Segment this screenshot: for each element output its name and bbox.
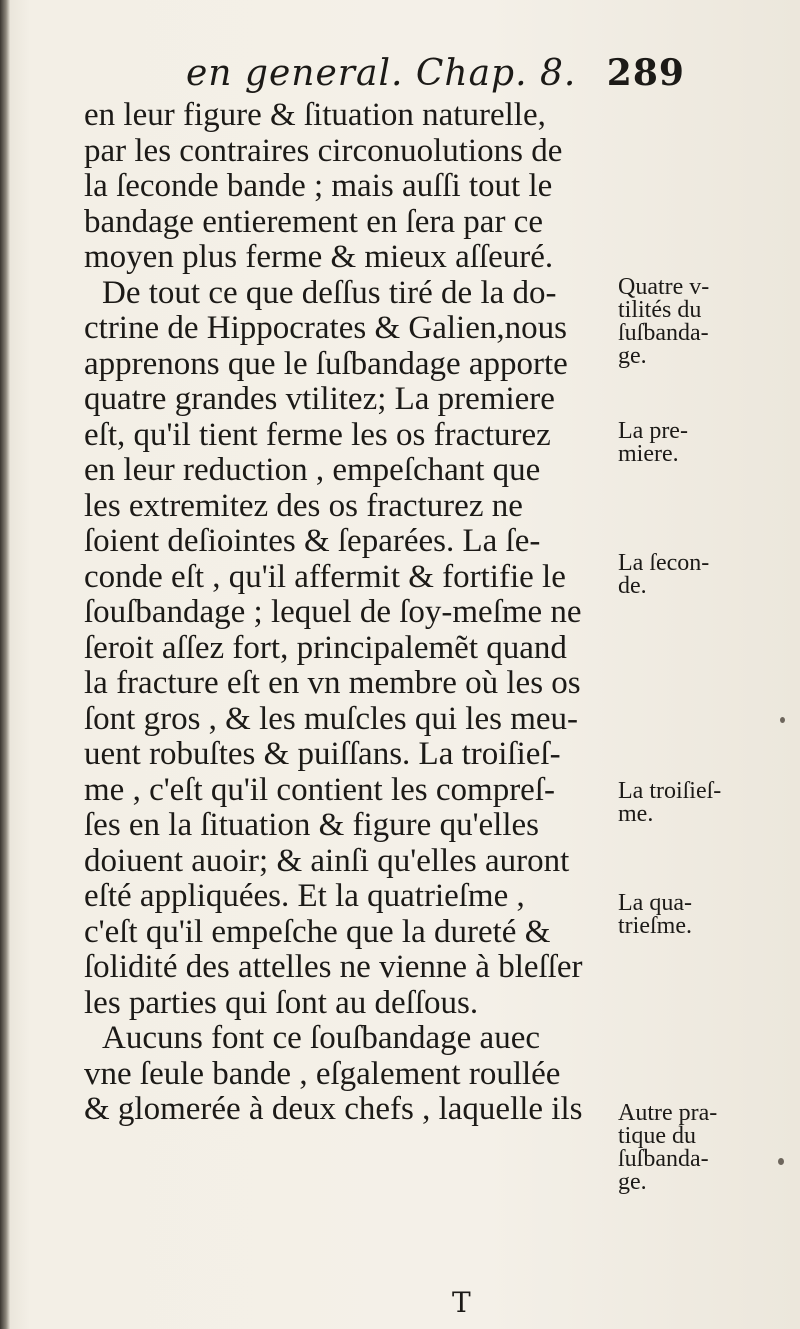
ink-spot bbox=[778, 1158, 784, 1165]
text-line: les extremitez des os fracturez ne bbox=[84, 487, 523, 524]
text-line: en leur figure & ſituation naturelle, bbox=[84, 97, 546, 133]
text-line: ſes en la ſituation & figure qu'elles bbox=[84, 807, 539, 843]
margin-note-line: La qua- bbox=[618, 890, 692, 916]
text-line: bandage entierement en ſera par ce bbox=[84, 203, 543, 240]
margin-note-line: trieſme. bbox=[618, 913, 692, 939]
running-title: en general. Chap. 8. bbox=[186, 53, 577, 94]
text-line: ſoient deſiointes & ſeparées. La ſe- bbox=[84, 523, 541, 559]
text-line: apprenons que le ſuſbandage apporte bbox=[84, 345, 568, 382]
margin-note-second bbox=[618, 552, 788, 598]
text-line: ſouſbandage ; lequel de ſoy-meſme ne bbox=[84, 594, 582, 630]
text-line: me , c'eſt qu'il contient les compreſ- bbox=[84, 771, 555, 808]
margin-note-third bbox=[618, 780, 788, 826]
text-line: ſont gros , & les muſcles qui les meu- bbox=[84, 700, 579, 737]
text-line: les parties qui ſont au deſſous. bbox=[84, 984, 479, 1021]
margin-note-line: ſuſbanda- bbox=[618, 1146, 709, 1172]
page-number: 289 bbox=[606, 52, 685, 94]
text-line: moyen plus ferme & mieux aſſeuré. bbox=[84, 239, 554, 275]
text-line: Aucuns font ce ſouſbandage auec bbox=[102, 1020, 540, 1056]
margin-note-fourth bbox=[618, 892, 788, 938]
margin-note-line: Quatre v- bbox=[618, 274, 710, 300]
text-line: par les contraires circonuolutions de bbox=[84, 132, 563, 169]
text-line: la ſeconde bande ; mais auſſi tout le bbox=[84, 168, 553, 204]
margin-note-line: Autre pra- bbox=[618, 1100, 718, 1126]
margin-note-line: miere. bbox=[618, 441, 679, 467]
margin-note-line: ſuſbanda- bbox=[618, 320, 709, 346]
signature-mark: T bbox=[452, 1286, 471, 1319]
text-line: quatre grandes vtilitez; La premiere bbox=[84, 381, 555, 417]
margin-note-line: La troiſieſ- bbox=[618, 778, 722, 804]
margin-note-first bbox=[618, 420, 788, 466]
page-binding-edge bbox=[0, 0, 10, 1329]
margin-note-line: me. bbox=[618, 801, 654, 827]
text-line: & glomerée à deux chefs , laquelle ils bbox=[84, 1091, 583, 1127]
text-line: en leur reduction , empeſchant que bbox=[84, 452, 541, 488]
margin-note-line: ge. bbox=[618, 1169, 647, 1195]
text-line: ſolidité des attelles ne vienne à bleſſer bbox=[84, 949, 583, 985]
margin-note-other-practice bbox=[618, 1102, 788, 1194]
text-line: De tout ce que deſſus tiré de la do- bbox=[102, 274, 557, 311]
text-line: ſeroit aſſez fort, principalemẽt quand bbox=[84, 629, 567, 666]
main-text-column bbox=[84, 98, 614, 1128]
text-line: ctrine de Hippocrates & Galien,nous bbox=[84, 310, 567, 346]
text-line: conde eſt , qu'il affermit & fortifie le bbox=[84, 558, 566, 595]
margin-note-utilities bbox=[618, 276, 788, 368]
margin-note-line: La ſecon- bbox=[618, 550, 710, 576]
margin-note-line: de. bbox=[618, 573, 647, 599]
text-line: doiuent auoir; & ainſi qu'elles auront bbox=[84, 842, 570, 879]
ink-spot bbox=[780, 717, 785, 723]
text-line: uent robuſtes & puiſſans. La troiſieſ- bbox=[84, 736, 561, 772]
margin-note-line: tique du bbox=[618, 1123, 696, 1149]
text-line: vne ſeule bande , eſgalement roullée bbox=[84, 1055, 561, 1092]
text-line: c'eſt qu'il empeſche que la dureté & bbox=[84, 913, 551, 950]
text-line: eſté appliquées. Et la quatrieſme , bbox=[84, 878, 525, 914]
text-line: la fracture eſt en vn membre où les os bbox=[84, 665, 581, 701]
margin-note-line: La pre- bbox=[618, 418, 688, 444]
margin-note-line: ge. bbox=[618, 343, 647, 369]
margin-note-line: tilités du bbox=[618, 297, 702, 323]
text-line: eſt, qu'il tient ferme les os fracturez bbox=[84, 416, 551, 453]
running-header bbox=[186, 52, 685, 94]
